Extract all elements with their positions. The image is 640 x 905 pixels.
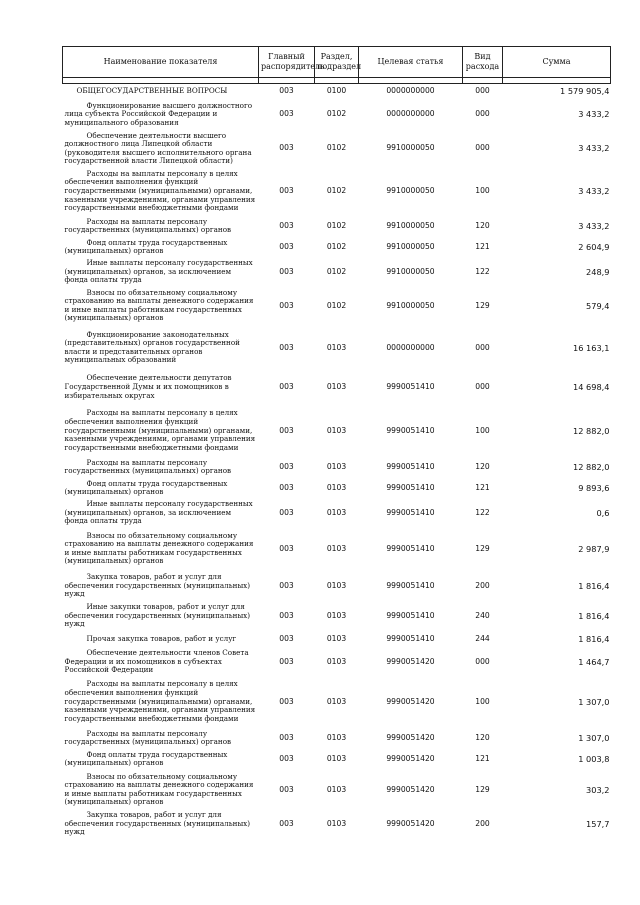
cell-article: 9990051410 bbox=[386, 507, 435, 517]
cell-section: 0103 bbox=[326, 610, 347, 620]
cell-kind: 000 bbox=[475, 342, 490, 352]
cell-admin: 003 bbox=[279, 733, 294, 743]
table-row bbox=[63, 499, 611, 527]
cell-kind: 000 bbox=[475, 85, 490, 95]
table-row bbox=[63, 648, 611, 676]
cell-section: 0102 bbox=[326, 143, 347, 153]
cell-kind: 000 bbox=[475, 109, 490, 119]
cell-sum: 1 307,0 bbox=[578, 696, 610, 707]
cell-admin: 003 bbox=[279, 342, 294, 352]
cell-admin: 003 bbox=[279, 580, 294, 590]
cell-kind: 129 bbox=[475, 784, 490, 794]
cell-article: 0000000000 bbox=[386, 109, 435, 119]
cell-article: 9990051410 bbox=[386, 610, 435, 620]
cell-section: 0102 bbox=[326, 221, 347, 231]
cell-admin: 003 bbox=[279, 186, 294, 196]
cell-sum: 3 433,2 bbox=[578, 221, 610, 232]
cell-name: Взносы по обязательному социальному страхованию на выплаты денежного содержания и иные выплаты работникам государственных (муниципальных) органов bbox=[64, 287, 254, 323]
cell-article: 0000000000 bbox=[386, 85, 435, 95]
cell-section: 0103 bbox=[326, 462, 347, 472]
cell-name: Фонд оплаты труда государственных (муниципальных) органов bbox=[64, 237, 228, 256]
table-row bbox=[63, 571, 611, 601]
cell-section: 0103 bbox=[326, 543, 347, 553]
cell-kind: 000 bbox=[475, 656, 490, 666]
cell-kind: 122 bbox=[475, 266, 490, 276]
header-article: Целевая статья bbox=[359, 47, 463, 78]
table-row bbox=[63, 631, 611, 648]
cell-sum: 1 816,4 bbox=[578, 580, 610, 591]
cell-article: 9990051410 bbox=[386, 425, 435, 435]
cell-kind: 129 bbox=[475, 543, 490, 553]
table-header-row bbox=[63, 47, 611, 78]
cell-name: ОБЩЕГОСУДАРСТВЕННЫЕ ВОПРОСЫ bbox=[76, 85, 228, 95]
cell-article: 9910000050 bbox=[386, 242, 435, 252]
table-row bbox=[63, 84, 611, 99]
cell-sum: 12 882,0 bbox=[573, 425, 610, 436]
table-row bbox=[63, 749, 611, 770]
cell-admin: 003 bbox=[279, 221, 294, 231]
cell-kind: 244 bbox=[475, 634, 490, 644]
cell-name: Закупка товаров, работ и услуг для обеспечения государственных (муниципальных) нужд bbox=[64, 571, 251, 599]
cell-article: 0000000000 bbox=[386, 342, 435, 352]
cell-name: Расходы на выплаты персоналу государственных (муниципальных) органов bbox=[64, 457, 232, 476]
cell-article: 9990051410 bbox=[386, 580, 435, 590]
cell-admin: 003 bbox=[279, 300, 294, 310]
cell-name: Расходы на выплаты персоналу государственных (муниципальных) органов bbox=[64, 216, 232, 235]
cell-name: Расходы на выплаты персоналу в целях обеспечения выполнения функций государственными (муниципальными) органами, казенными учреждениями, органами управления государственными внебюджетными фондами bbox=[64, 168, 256, 213]
table-row bbox=[63, 457, 611, 478]
cell-article: 9990051420 bbox=[386, 656, 435, 666]
cell-article: 9990051420 bbox=[386, 754, 435, 764]
cell-section: 0103 bbox=[326, 784, 347, 794]
cell-section: 0103 bbox=[326, 634, 347, 644]
table-row bbox=[63, 810, 611, 838]
table-row bbox=[63, 99, 611, 131]
cell-sum: 303,2 bbox=[586, 784, 610, 795]
cell-kind: 120 bbox=[475, 733, 490, 743]
cell-name: Обеспечение деятельности членов Совета Федерации и их помощников в субъектах Российской Федерации bbox=[64, 647, 249, 675]
cell-section: 0102 bbox=[326, 242, 347, 252]
cell-article: 9990051410 bbox=[386, 382, 435, 392]
cell-admin: 003 bbox=[279, 656, 294, 666]
cell-admin: 003 bbox=[279, 242, 294, 252]
cell-kind: 000 bbox=[475, 143, 490, 153]
cell-sum: 1 816,4 bbox=[578, 634, 610, 645]
table-row bbox=[63, 237, 611, 258]
cell-sum: 0,6 bbox=[596, 507, 610, 518]
cell-name: Расходы на выплаты персоналу в целях обеспечения выполнения функций государственными (муниципальными) органами, казенными учреждениями, органами управления государственными внебюджетными фондами bbox=[64, 679, 256, 723]
cell-section: 0103 bbox=[326, 818, 347, 828]
table-row bbox=[63, 167, 611, 216]
cell-admin: 003 bbox=[279, 425, 294, 435]
cell-section: 0103 bbox=[326, 342, 347, 352]
cell-admin: 003 bbox=[279, 784, 294, 794]
cell-admin: 003 bbox=[279, 818, 294, 828]
cell-kind: 121 bbox=[475, 754, 490, 764]
cell-sum: 3 433,2 bbox=[578, 109, 610, 120]
cell-section: 0103 bbox=[326, 507, 347, 517]
cell-name: Обеспечение деятельности депутатов Государственной Думы и их помощников в избирательных округах bbox=[64, 373, 232, 400]
header-sum: Сумма bbox=[503, 47, 611, 78]
cell-sum: 248,9 bbox=[586, 266, 610, 277]
cell-article: 9910000050 bbox=[386, 300, 435, 310]
cell-name: Иные закупки товаров, работ и услуг для обеспечения государственных (муниципальных) нужд bbox=[64, 601, 251, 629]
cell-name: Фонд оплаты труда государственных (муниципальных) органов bbox=[64, 478, 228, 497]
cell-name: Расходы на выплаты персоналу в целях обеспечения выполнения функций государственными (муниципальными) органами, казенными учреждениями, органами управления государственными внебюджетными фондами bbox=[64, 408, 256, 452]
cell-section: 0103 bbox=[326, 382, 347, 392]
header-section: Раздел, подраздел bbox=[315, 47, 359, 78]
cell-name: Обеспечение деятельности высшего должностного лица Липецкой области (руководителя высшего исполнительного органа государственной власти Липецкой области) bbox=[64, 130, 252, 166]
cell-kind: 120 bbox=[475, 221, 490, 231]
cell-section: 0103 bbox=[326, 656, 347, 666]
cell-sum: 1 816,4 bbox=[578, 610, 610, 621]
cell-admin: 003 bbox=[279, 754, 294, 764]
cell-kind: 240 bbox=[475, 610, 490, 620]
cell-admin: 003 bbox=[279, 85, 294, 95]
cell-sum: 1 464,7 bbox=[578, 656, 610, 667]
cell-section: 0103 bbox=[326, 754, 347, 764]
cell-admin: 003 bbox=[279, 610, 294, 620]
cell-kind: 129 bbox=[475, 300, 490, 310]
cell-name: Функционирование высшего должностного лица субъекта Российской Федерации и муниципального образования bbox=[64, 100, 253, 127]
table-row bbox=[63, 258, 611, 286]
cell-section: 0100 bbox=[326, 85, 347, 95]
cell-section: 0103 bbox=[326, 733, 347, 743]
table-row bbox=[63, 286, 611, 326]
cell-sum: 3 433,2 bbox=[578, 143, 610, 154]
cell-article: 9990051410 bbox=[386, 543, 435, 553]
cell-article: 9990051420 bbox=[386, 733, 435, 743]
cell-sum: 3 433,2 bbox=[578, 186, 610, 197]
cell-kind: 100 bbox=[475, 186, 490, 196]
cell-sum: 14 698,4 bbox=[573, 382, 610, 393]
table-row bbox=[63, 676, 611, 728]
cell-name: Взносы по обязательному социальному страхованию на выплаты денежного содержания и иные выплаты работникам государственных (муниципальных) органов bbox=[64, 771, 254, 807]
budget-table bbox=[62, 46, 611, 838]
cell-article: 9910000050 bbox=[386, 186, 435, 196]
cell-article: 9910000050 bbox=[386, 221, 435, 231]
cell-admin: 003 bbox=[279, 483, 294, 493]
cell-admin: 003 bbox=[279, 109, 294, 119]
cell-section: 0103 bbox=[326, 483, 347, 493]
header-admin: Главный распорядитель bbox=[259, 47, 315, 78]
cell-admin: 003 bbox=[279, 543, 294, 553]
cell-article: 9990051420 bbox=[386, 784, 435, 794]
cell-sum: 2 987,9 bbox=[578, 543, 610, 554]
cell-admin: 003 bbox=[279, 143, 294, 153]
cell-sum: 1 003,8 bbox=[578, 754, 610, 765]
table-row bbox=[63, 601, 611, 631]
table-body bbox=[63, 84, 611, 838]
cell-sum: 157,7 bbox=[586, 818, 610, 829]
cell-sum: 579,4 bbox=[586, 300, 610, 311]
cell-article: 9910000050 bbox=[386, 143, 435, 153]
cell-kind: 100 bbox=[475, 696, 490, 706]
cell-kind: 100 bbox=[475, 425, 490, 435]
cell-section: 0102 bbox=[326, 186, 347, 196]
cell-kind: 000 bbox=[475, 382, 490, 392]
cell-sum: 1 307,0 bbox=[578, 733, 610, 744]
table-row bbox=[63, 216, 611, 237]
cell-kind: 121 bbox=[475, 242, 490, 252]
cell-admin: 003 bbox=[279, 696, 294, 706]
cell-kind: 200 bbox=[475, 580, 490, 590]
cell-name: Иные выплаты персоналу государственных (муниципальных) органов, за исключением фонда оплаты труда bbox=[64, 498, 253, 526]
header-kind: Вид расхода bbox=[463, 47, 503, 78]
cell-section: 0102 bbox=[326, 109, 347, 119]
cell-section: 0102 bbox=[326, 266, 347, 276]
cell-admin: 003 bbox=[279, 507, 294, 517]
cell-name: Взносы по обязательному социальному страхованию на выплаты денежного содержания и иные выплаты работникам государственных (муниципальных) органов bbox=[64, 530, 254, 566]
cell-sum: 9 893,6 bbox=[578, 483, 610, 494]
cell-article: 9990051420 bbox=[386, 818, 435, 828]
table-row bbox=[63, 370, 611, 405]
header-name: Наименование показателя bbox=[63, 47, 259, 78]
cell-article: 9990051410 bbox=[386, 483, 435, 493]
cell-sum: 2 604,9 bbox=[578, 242, 610, 253]
cell-section: 0103 bbox=[326, 425, 347, 435]
table-row bbox=[63, 131, 611, 167]
table-row bbox=[63, 405, 611, 457]
table-row bbox=[63, 478, 611, 499]
table-row bbox=[63, 527, 611, 571]
cell-section: 0102 bbox=[326, 300, 347, 310]
cell-sum: 16 163,1 bbox=[573, 342, 610, 353]
cell-kind: 120 bbox=[475, 462, 490, 472]
cell-name: Расходы на выплаты персоналу государственных (муниципальных) органов bbox=[64, 728, 232, 747]
cell-sum: 12 882,0 bbox=[573, 462, 610, 473]
cell-kind: 121 bbox=[475, 483, 490, 493]
cell-article: 9910000050 bbox=[386, 266, 435, 276]
cell-admin: 003 bbox=[279, 266, 294, 276]
cell-admin: 003 bbox=[279, 462, 294, 472]
budget-table-sheet bbox=[62, 46, 610, 838]
cell-name: Закупка товаров, работ и услуг для обеспечения государственных (муниципальных) нужд bbox=[64, 809, 251, 837]
table-row bbox=[63, 728, 611, 749]
cell-section: 0103 bbox=[326, 696, 347, 706]
cell-kind: 200 bbox=[475, 818, 490, 828]
cell-name: Прочая закупка товаров, работ и услуг bbox=[86, 634, 237, 644]
cell-section: 0103 bbox=[326, 580, 347, 590]
cell-admin: 003 bbox=[279, 382, 294, 392]
table-row bbox=[63, 326, 611, 370]
cell-kind: 122 bbox=[475, 507, 490, 517]
cell-name: Фонд оплаты труда государственных (муниципальных) органов bbox=[64, 749, 228, 768]
cell-article: 9990051410 bbox=[386, 634, 435, 644]
table-row bbox=[63, 770, 611, 810]
cell-name: Иные выплаты персоналу государственных (муниципальных) органов, за исключением фонда оплаты труда bbox=[64, 257, 253, 285]
cell-article: 9990051410 bbox=[386, 462, 435, 472]
cell-name: Функционирование законодательных (представительных) органов государственной власти и представительных органов муниципальных образований bbox=[64, 329, 240, 365]
cell-admin: 003 bbox=[279, 634, 294, 644]
cell-sum: 1 579 905,4 bbox=[560, 85, 610, 96]
cell-article: 9990051420 bbox=[386, 696, 435, 706]
